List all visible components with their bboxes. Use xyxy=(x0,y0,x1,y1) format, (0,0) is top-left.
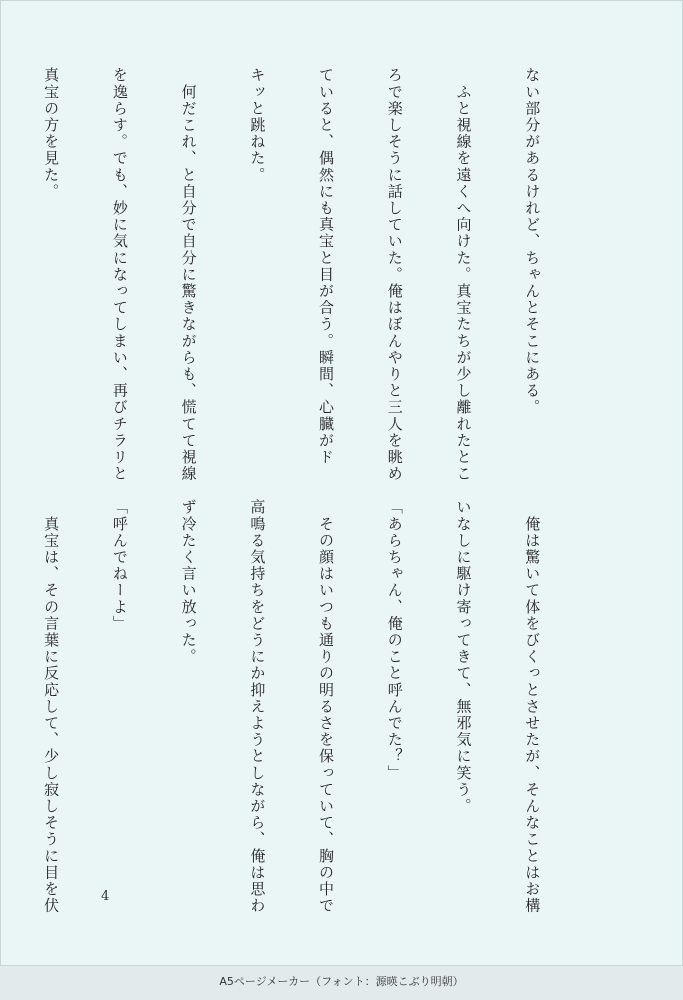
text-line: ない部分があるけれど、ちゃんとそこにある。 xyxy=(523,67,542,416)
text-line: ず冷たく言い放った。 xyxy=(179,499,198,665)
text-line: を逸らす。でも、妙に気になってしまい、再びチラリと xyxy=(110,67,129,482)
text-line: キッと跳ねた。 xyxy=(248,67,267,184)
text-block-upper xyxy=(42,67,589,482)
text-line: 真宝の方を見た。 xyxy=(42,67,61,200)
text-line: ろで楽しそうに話していた。俺はぼんやりと三人を眺め xyxy=(385,67,404,482)
text-line: 「呼んでねーよ」 xyxy=(110,499,129,632)
text-block-lower xyxy=(42,499,589,914)
text-line: 真宝は、その言葉に反応して、少し寂しそうに目を伏 xyxy=(42,499,61,914)
text-line: その顔はいつも通りの明るさを保っていて、胸の中で xyxy=(317,499,336,914)
text-line: 何だこれ、と自分で自分に驚きながらも、慌てて視線 xyxy=(179,67,198,482)
text-line: 俺は驚いて体をびくっとさせたが、そんなことはお構 xyxy=(523,499,542,914)
text-line: 高鳴る気持ちをどうにか抑えようとしながら、俺は思わ xyxy=(248,499,267,914)
page-number: 4 xyxy=(101,889,110,904)
text-line: いなしに駆け寄ってきて、無邪気に笑う。 xyxy=(454,499,473,815)
text-line: ふと視線を遠くへ向けた。真宝たちが少し離れたとこ xyxy=(454,67,473,482)
text-line: ていると、偶然にも真宝と目が合う。瞬間、心臓がド xyxy=(317,67,336,466)
footer-caption: A5ページメーカー（フォント：源暎こぶり明朝） xyxy=(219,975,464,988)
text-line: 「あらちゃん、俺のこと呼んでた？」 xyxy=(385,499,404,782)
